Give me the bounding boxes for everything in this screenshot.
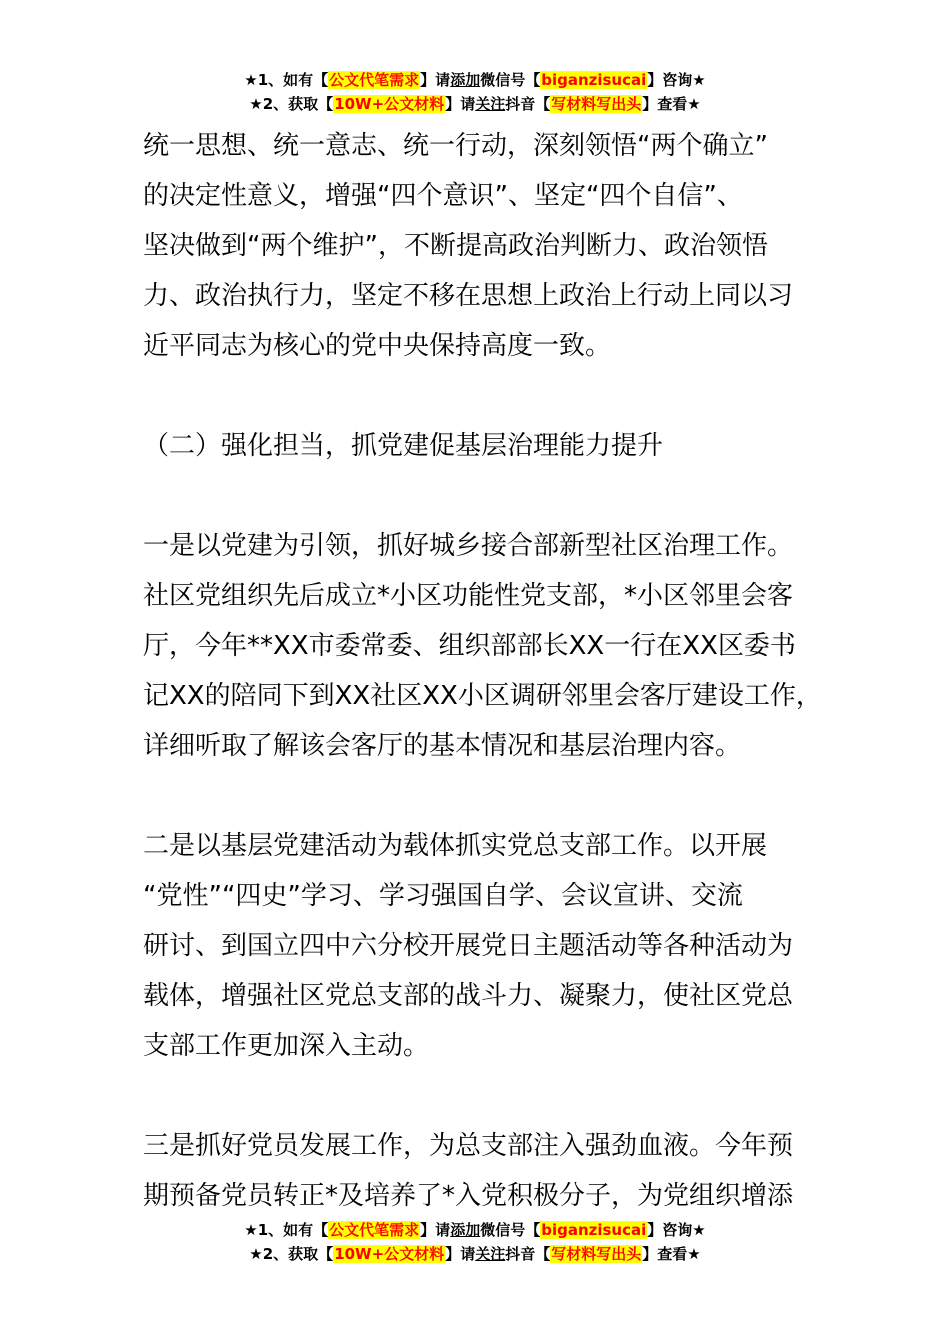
banner-highlight: biganzisucai [541, 1221, 647, 1239]
text-line: 期预备党员转正*及培养了*入党积极分子，为党组织增添 [143, 1181, 794, 1211]
paragraph-spacer [143, 771, 843, 821]
text-line: 社区党组织先后成立*小区功能性党支部，*小区邻里会客 [143, 581, 794, 611]
text-line: 统一思想、统一意志、统一行动，深刻领悟“两个确立” [143, 131, 768, 161]
paragraph-spacer [143, 371, 843, 421]
banner-highlight: 公文代笔需求 [329, 1221, 420, 1239]
text-line: “党性”“四史”学习、学习强国自学、会议宣讲、交流 [143, 881, 743, 911]
document-body [143, 121, 843, 1221]
banner-line-2 [0, 92, 950, 116]
paragraph-spacer [143, 471, 843, 521]
paragraph-spacer [143, 1071, 843, 1121]
banner-text: 】请 [420, 71, 451, 89]
text-line: 研讨、到国立四中六分校开展党日主题活动等各种活动为 [143, 931, 794, 961]
paragraph-4 [143, 1121, 843, 1221]
banner-text: 抖音【 [505, 1245, 551, 1263]
banner-text: 抖音【 [505, 95, 551, 113]
banner-highlight: 公文代笔需求 [329, 71, 420, 89]
text-line: 一是以党建为引领，抓好城乡接合部新型社区治理工作。 [143, 531, 794, 561]
text-line: 载体，增强社区党总支部的战斗力、凝聚力，使社区党总 [143, 981, 794, 1011]
header-banner [0, 68, 950, 116]
banner-text: 微信号【 [480, 71, 541, 89]
banner-text: ★1、如有【 [244, 1221, 329, 1239]
banner-text: ★2、获取【 [249, 1245, 334, 1263]
text-line: 近平同志为核心的党中央保持高度一致。 [143, 331, 612, 361]
banner-text: ★2、获取【 [249, 95, 334, 113]
banner-highlight: 10W+公文材料 [334, 1245, 445, 1263]
paragraph-3 [143, 821, 843, 1071]
banner-underlined-text: 添加 [450, 1221, 481, 1239]
banner-highlight: 写材料写出头 [551, 1245, 642, 1263]
banner-line-2 [0, 1242, 950, 1266]
banner-line-1 [0, 1218, 950, 1242]
text-line: 坚决做到“两个维护”，不断提高政治判断力、政治领悟 [143, 231, 768, 261]
text-line: 三是抓好党员发展工作，为总支部注入强劲血液。今年预 [143, 1131, 794, 1161]
paragraph-1 [143, 121, 843, 371]
banner-text: 】咨询★ [647, 1221, 706, 1239]
banner-text: 微信号【 [480, 1221, 541, 1239]
text-line: 力、政治执行力，坚定不移在思想上政治上行动上同以习 [143, 281, 794, 311]
banner-text: ★1、如有【 [244, 71, 329, 89]
footer-banner [0, 1218, 950, 1266]
banner-text: 】咨询★ [647, 71, 706, 89]
banner-underlined-text: 关注 [475, 1245, 506, 1263]
banner-highlight: biganzisucai [541, 71, 647, 89]
banner-underlined-text: 添加 [450, 71, 481, 89]
banner-text: 】查看★ [642, 1245, 701, 1263]
text-line: 二是以基层党建活动为载体抓实党总支部工作。以开展 [143, 831, 768, 861]
paragraph-2 [143, 521, 843, 771]
text-line: 详细听取了解该会客厅的基本情况和基层治理内容。 [143, 731, 742, 761]
banner-underlined-text: 关注 [475, 95, 506, 113]
banner-line-1 [0, 68, 950, 92]
section-heading: （二）强化担当，抓党建促基层治理能力提升 [143, 431, 664, 461]
text-line: 的决定性意义，增强“四个意识”、坚定“四个自信”、 [143, 181, 743, 211]
text-line: 支部工作更加深入主动。 [143, 1031, 430, 1061]
banner-text: 】请 [420, 1221, 451, 1239]
text-line: 厅，今年**XX市委常委、组织部部长XX一行在XX区委书 [143, 631, 796, 661]
banner-highlight: 10W+公文材料 [334, 95, 445, 113]
banner-text: 】请 [445, 95, 476, 113]
banner-text: 】请 [445, 1245, 476, 1263]
banner-text: 】查看★ [642, 95, 701, 113]
text-line: 记XX的陪同下到XX社区XX小区调研邻里会客厅建设工作， [143, 681, 822, 711]
banner-highlight: 写材料写出头 [551, 95, 642, 113]
